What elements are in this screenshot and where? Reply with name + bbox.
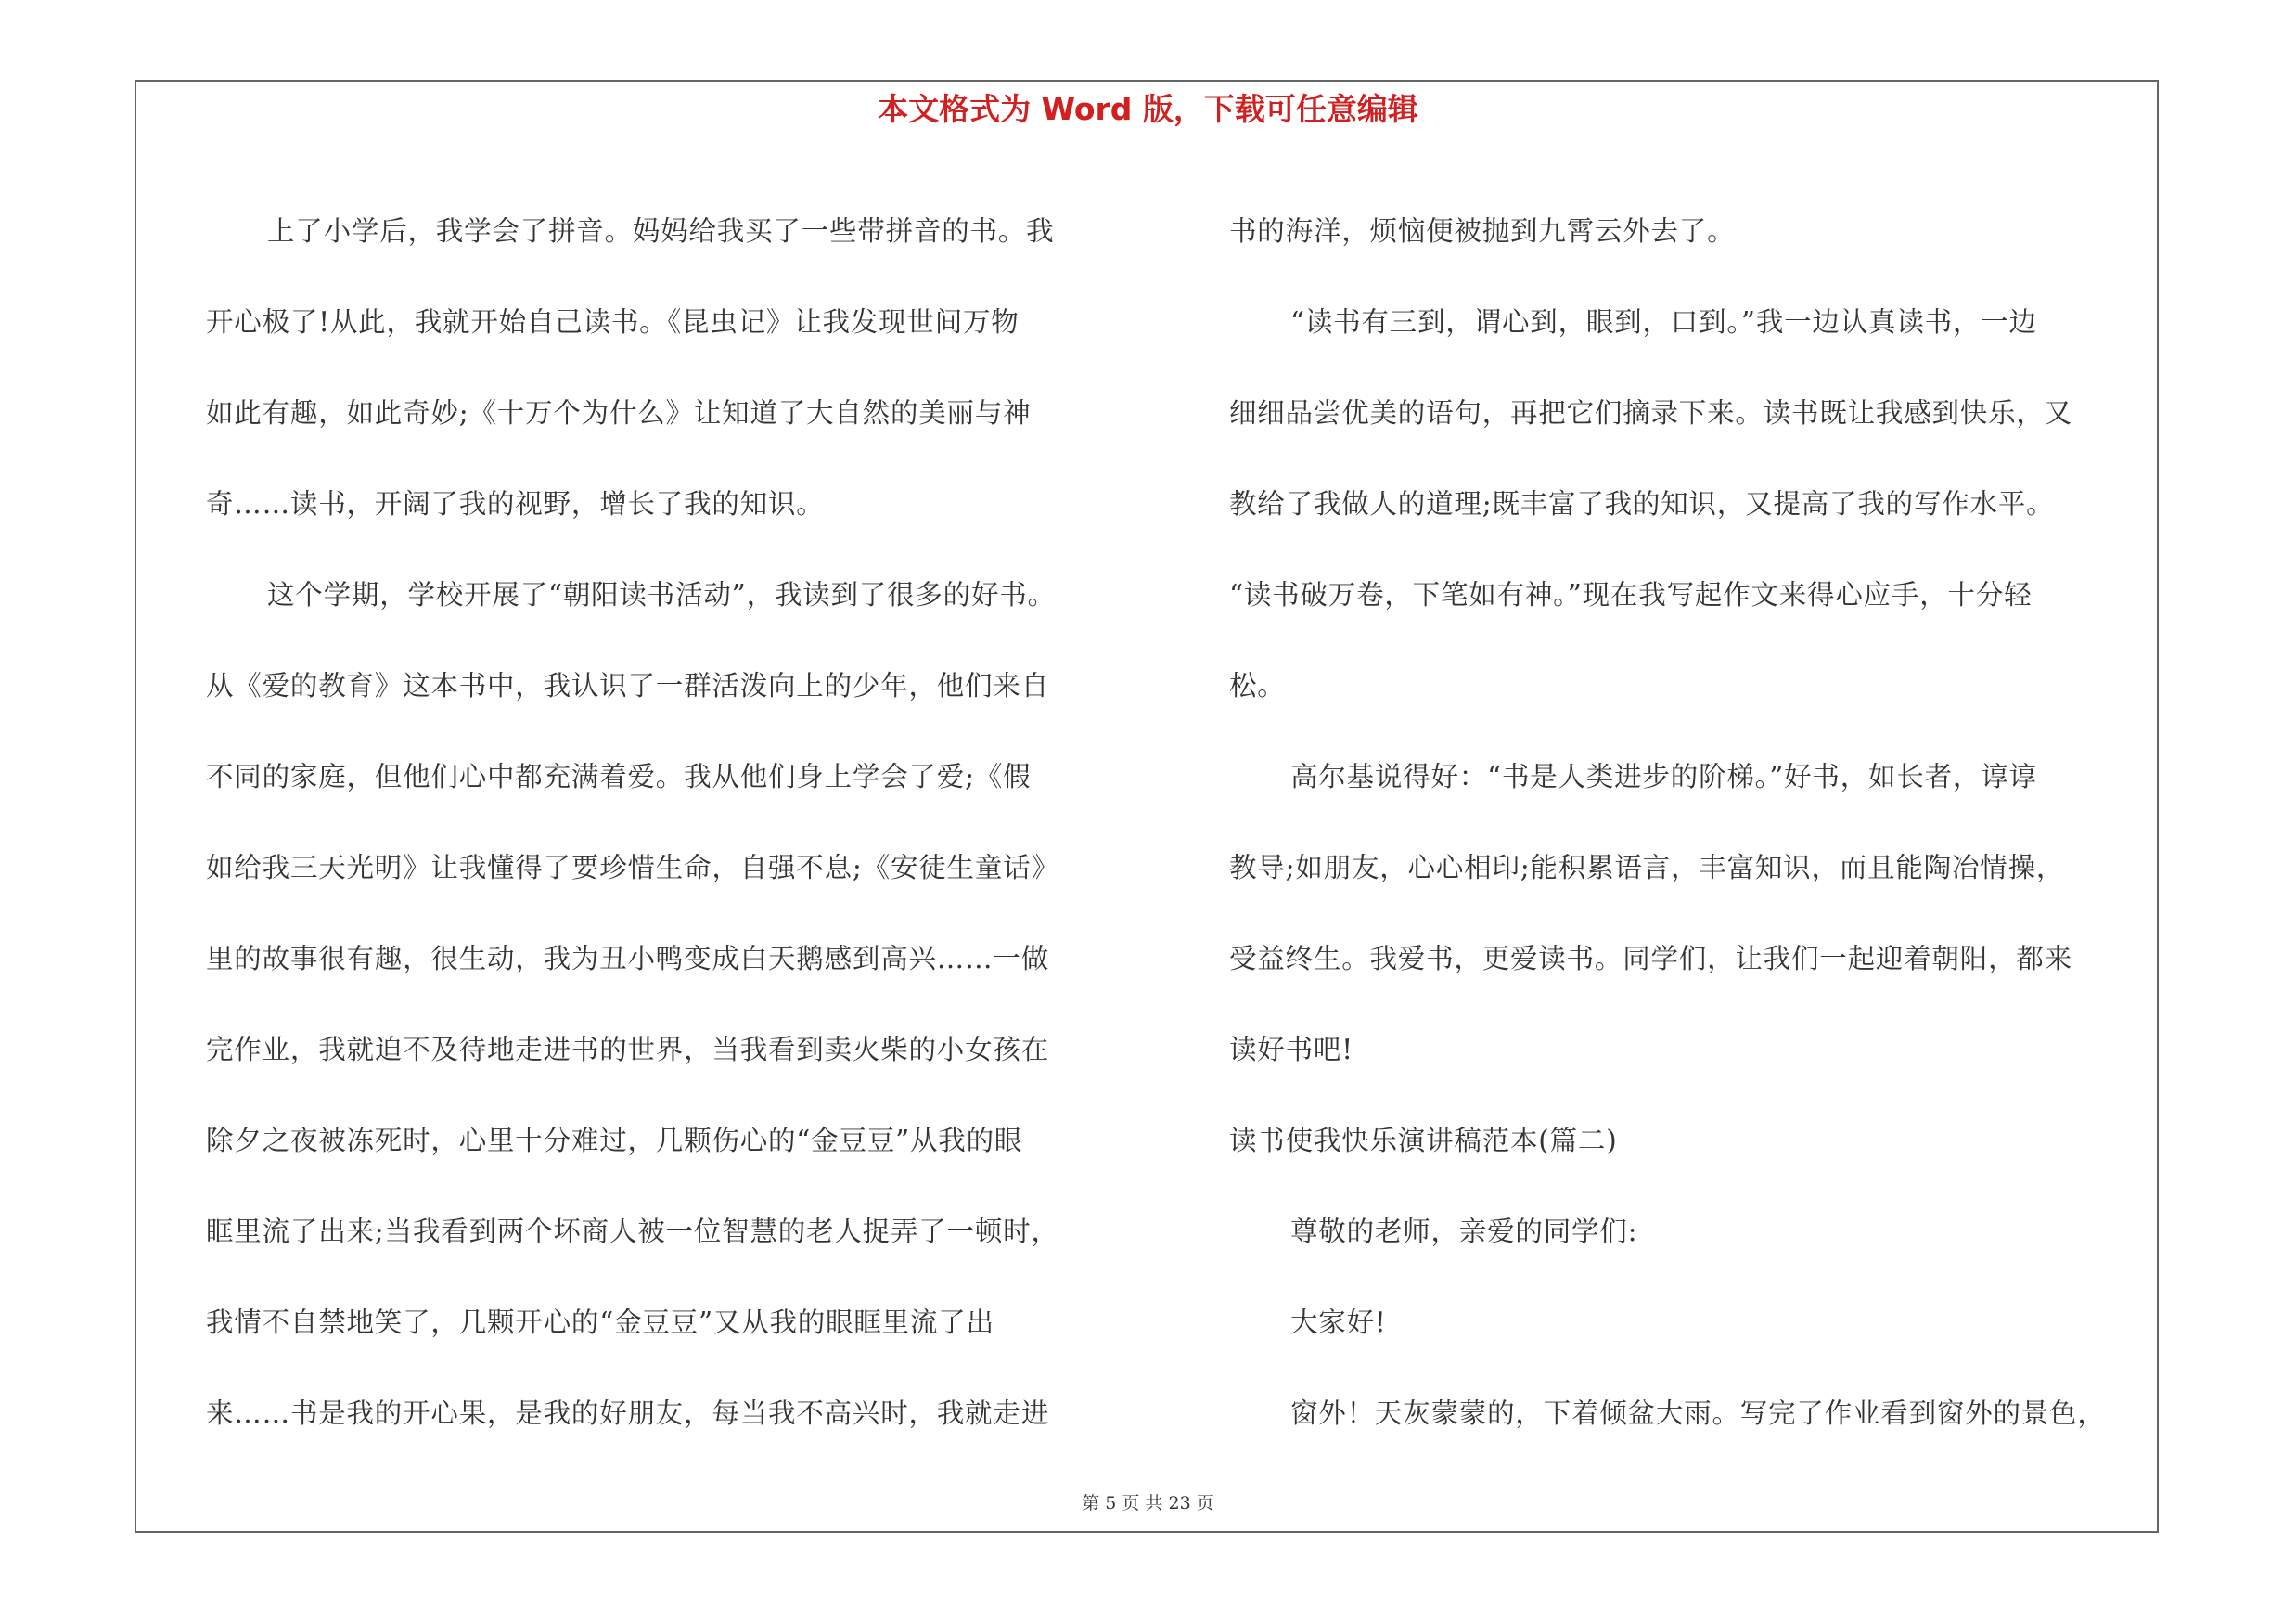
text-line: 细细品尝优美的语句，再把它们摘录下来。读书既让我感到快乐，又 (1229, 397, 2073, 429)
text-line: “读书有三到，谓心到，眼到，口到。”我一边认真读书，一边 (1290, 306, 2037, 338)
section-heading: 读书使我快乐演讲稿范本(篇二) (1229, 1125, 1618, 1156)
text-line: 这个学期，学校开展了“朝阳读书活动”，我读到了很多的好书。 (267, 579, 1056, 611)
editable-format-banner: 本文格式为 Word 版，下载可任意编辑 (878, 91, 1418, 127)
text-line: 奇……读书，开阔了我的视野，增长了我的知识。 (206, 488, 825, 520)
text-line: 教导;如朋友，心心相印;能积累语言，丰富知识，而且能陶冶情操， (1229, 852, 2065, 883)
left-text-column (206, 186, 1134, 1459)
text-line: 上了小学后，我学会了拼音。妈妈给我买了一些带拼音的书。我 (267, 215, 1055, 247)
text-line: 高尔基说得好：“书是人类进步的阶梯。”好书，如长者，谆谆 (1290, 761, 2037, 792)
text-line: 眶里流了出来;当我看到两个坏商人被一位智慧的老人捉弄了一顿时， (206, 1216, 1059, 1247)
text-line: 我情不自禁地笑了，几颗开心的“金豆豆”又从我的眼眶里流了出 (206, 1307, 994, 1338)
text-line: 教给了我做人的道理;既丰富了我的知识，又提高了我的写作水平。 (1229, 488, 2055, 520)
text-line: 如给我三天光明》让我懂得了要珍惜生命，自强不息;《安徒生童话》 (206, 852, 1059, 883)
salutation-line: 尊敬的老师，亲爱的同学们: (1290, 1216, 1638, 1247)
text-line: 不同的家庭，但他们心中都充满着爱。我从他们身上学会了爱;《假 (206, 761, 1032, 792)
text-line: 松。 (1229, 670, 1286, 702)
text-line: 除夕之夜被冻死时，心里十分难过，几颗伤心的“金豆豆”从我的眼 (206, 1125, 1023, 1156)
text-line: 来……书是我的开心果，是我的好朋友，每当我不高兴时，我就走进 (206, 1398, 1050, 1429)
right-text-column (1229, 186, 2166, 1459)
text-line: 从《爱的教育》这本书中，我认识了一群活泼向上的少年，他们来自 (206, 670, 1050, 702)
text-line: 完作业，我就迫不及待地走进书的世界，当我看到卖火柴的小女孩在 (206, 1034, 1050, 1065)
text-line: 里的故事很有趣，很生动，我为丑小鸭变成白天鹅感到高兴……一做 (206, 943, 1049, 974)
page-number: 第 5 页 共 23 页 (1082, 1493, 1214, 1514)
text-line: 如此有趣，如此奇妙;《十万个为什么》让知道了大自然的美丽与神 (206, 397, 1032, 429)
text-line: “读书破万卷，下笔如有神。”现在我写起作文来得心应手，十分轻 (1229, 579, 2033, 611)
text-line: 开心极了!从此，我就开始自己读书。《昆虫记》让我发现世间万物 (206, 306, 1020, 338)
text-line: 受益终生。我爱书，更爱读书。同学们，让我们一起迎着朝阳，都来 (1229, 943, 2073, 974)
text-line: 书的海洋，烦恼便被抛到九霄云外去了。 (1229, 215, 1736, 247)
greeting-line: 大家好! (1290, 1307, 1387, 1338)
text-line: 读好书吧! (1229, 1034, 1353, 1065)
text-line: 窗外！天灰蒙蒙的，下着倾盆大雨。写完了作业看到窗外的景色， (1290, 1398, 2106, 1429)
